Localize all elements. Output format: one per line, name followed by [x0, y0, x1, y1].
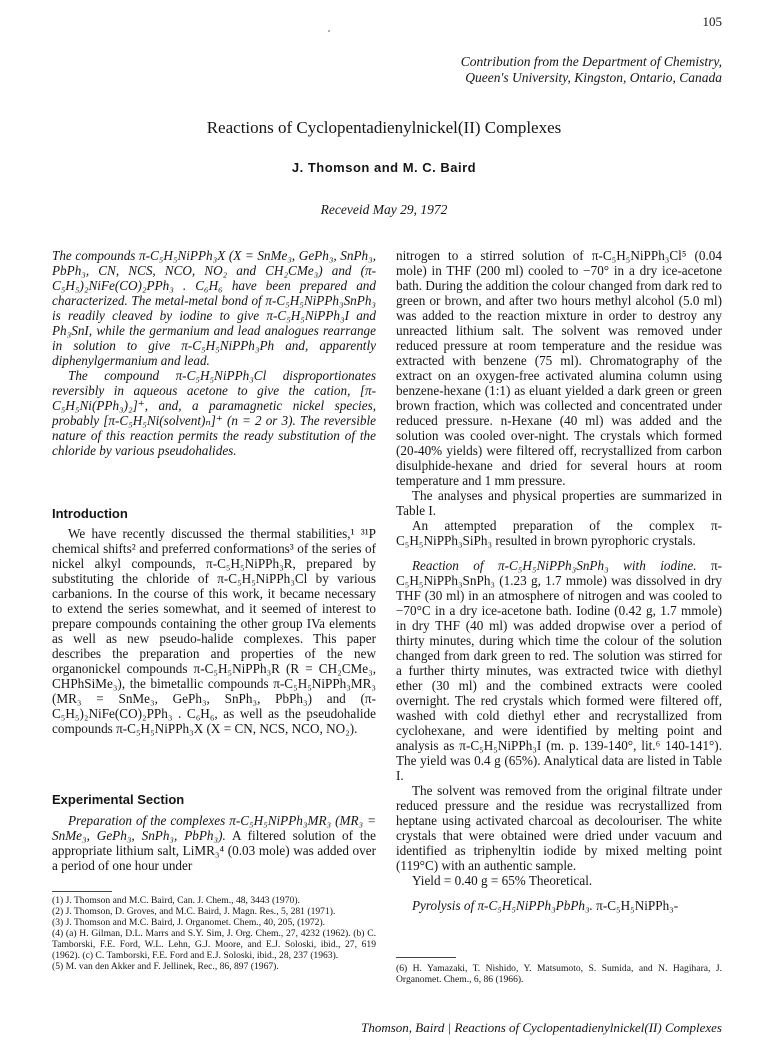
footnote-rule	[52, 891, 112, 892]
page-number: 105	[702, 14, 722, 29]
right-column-body	[396, 248, 722, 913]
reference-item: (6) H. Yamazaki, T. Nishido, Y. Matsumoto, S. Sumida, and N. Hagihara, J. Organomet. Chem., 6, 86 (1966).	[396, 963, 722, 985]
reference-item: (2) J. Thomson, D. Groves, and M.C. Baird, J. Magn. Res., 5, 281 (1971).	[52, 906, 336, 917]
abstract-paragraph-1: The compounds π-C₅H₅NiPPh₃X (X = SnMe₃, GePh₃, SnPh₃, PbPh₃, CN, NCS, NCO, NO₂ and CH₂CMe₃) and (π-C₅H₅)₂NiFe(CO)₂PPh₃ . C₆H₆ have been prepared and characterized. The metal-metal bond of π-C₅H₅NiPPh₃SnPh₃ is readily cleaved by iodine to give π-C₅H₅NiPPh₃I and Ph₃SnI, while the germanium and lead analogues rearrange in solution to give π-C₅H₅NiPPh₃Ph and, apparently diphenylgermanium and lead.	[52, 248, 376, 368]
pyrolysis-subheading: Pyrolysis of π-C₅H₅NiPPh₃PbPh₃.	[412, 898, 593, 913]
paper-title: Reactions of Cyclopentadienylnickel(II) Complexes	[206, 118, 562, 137]
references-left	[52, 895, 376, 972]
right-paragraph-2: The analyses and physical properties are summarized in Table I.	[396, 488, 722, 518]
right-paragraph-1: nitrogen to a stirred solution of π-C₅H₅NiPPh₃Cl⁵ (0.04 mole) in THF (200 ml) cooled to −70° in a dry ice-acetone bath. During the addition the colour changed from dark red to green or brown, and after two hours methyl alcohol (5.0 ml) was added to the reaction mixture in order to destroy any unreacted lithium salt. The solvent was removed under reduced pressure at room temperature and the residue was extracted with benzene (75 ml). Chromatography of the extract on an oxygen-free activated alumina column using benzene-hexane (1:1) as eluant yielded a dark green or green brown fraction, which was collected and concentrated under reduced pressure. n-Hexane (40 ml) was added and the solution was cooled over-night. The crystals which formed (20-40% yields) were filtered off, recrystallized from carbon disulphide-hexane and dried for several hours at room temperature and 1 mm pressure.	[396, 248, 722, 488]
reference-item: (3) J. Thomson and M.C. Baird, J. Organomet. Chem., 40, 205, (1972).	[52, 917, 326, 928]
abstract	[52, 248, 376, 458]
right-paragraph-5: The solvent was removed from the original filtrate under reduced pressure and the residue was recrystallized from heptane using activated charcoal as decolouriser. The white crystals that were obtained were dried under vacuum and identified as triphenyltin iodide by mixed melting point (119°C) with an authentic sample.	[396, 783, 722, 873]
introduction-heading: Introduction	[52, 506, 128, 521]
reference-item: (5) M. van den Akker and F. Jellinek, Rec., 86, 897 (1967).	[52, 961, 279, 972]
affiliation-line-2: Queen's University, Kingston, Ontario, Canada	[465, 70, 722, 85]
reference-item: (1) J. Thomson and M.C. Baird, Can. J. Chem., 48, 3443 (1970).	[52, 895, 300, 906]
experimental-body	[52, 813, 376, 873]
introduction-paragraph: We have recently discussed the thermal stabilities,¹ ³¹P chemical shifts² and preferred conformations³ of the series of nickel alkyl compounds, π-C₅H₅NiPPh₃R, prepared by substituting the chloride of π-C₅H₅NiPPh₃Cl by various carbanions. In the course of this work, it became necessary to extend the series somewhat, and it seemed of interest to prepare compounds containing the other group IVa elements as well as new pseudo-halide complexes. This paper describes the preparation and properties of the new organonickel compounds π-C₅H₅NiPPh₃R (R = CH₂CMe₃, CHPhSiMe₃), the bimetallic compounds π-C₅H₅NiPPh₃MR₃ (MR₃ = SnMe₃, GePh₃, SnPh₃, PbPh₃) and (π-C₅H₅)₂NiFe(CO)₂PPh₃ . C₆H₆, as well as the pseudohalide compounds π-C₅H₅NiPPh₃X (X = CN, NCS, NCO, NO₂).	[52, 526, 376, 736]
preparation-text: A filtered solution of the appropriate lithium salt, LiMR₃⁴ (0.03 mole) was added over a period of one hour under	[52, 828, 377, 873]
experimental-heading: Experimental Section	[52, 792, 185, 807]
introduction-body	[52, 526, 376, 736]
abstract-paragraph-2: The compound π-C₅H₅NiPPh₃Cl disproportionates reversibly in aqueous acetone to give the cation, [π-C₅H₅Ni(PPh₃)₂]⁺, and, a paramagnetic nickel species, probably [π-C₅H₅Ni(solvent)ₙ]⁺ (n = 2 or 3). The reversible nature of this reaction permits the ready substitution of the chloride by various pseudohalides.	[52, 368, 376, 458]
running-footer: Thomson, Baird | Reactions of Cyclopentadienylnickel(II) Complexes	[361, 1020, 722, 1035]
preparation-subheading: Preparation of the complexes π-C₅H₅NiPPh₃MR₃ (MR₃ = SnMe₃, GePh₃, SnPh₃, PbPh₃).	[52, 813, 376, 843]
received-date: Receveid May 29, 1972	[320, 202, 448, 217]
scan-speck	[328, 30, 330, 32]
right-paragraph-3: An attempted preparation of the complex π-C₅H₅NiPPh₃SiPh₃ resulted in brown pyrophoric crystals.	[396, 518, 722, 548]
pyrolysis-text: π-C₅H₅NiPPh₃-	[596, 898, 679, 913]
iodine-reaction-text: π-C₅H₅NiPPh₃SnPh₃ (1.23 g, 1.7 mmole) was dissolved in dry THF (30 ml) in an atmosphere of nitrogen and was cooled to −70°C in a dry ice-acetone bath. Iodine (0.42 g, 1.7 mmole) in dry THF (40 ml) was added dropwise over a period of thirty minutes, during which time the colour of the solution changed from dark green to red. The solution was stirred for a further thirty minutes, was extracted twice with diethyl ether (30 ml) and the combined extracts were cooled overnight. The red crystals which formed were filtered off, washed with cold diethyl ether and recrystallized from cyclohexane, and were identified by melting point and analysis as π-C₅H₅NiPPh₃I (m. p. 139-140°, lit.⁶ 140-141°). The yield was 0.4 g (65%). Analytical data are listed in Table I.	[396, 558, 723, 783]
authors: J. Thomson and M. C. Baird	[291, 160, 477, 175]
affiliation-line-1: Contribution from the Department of Chemistry,	[460, 54, 722, 69]
footnote-rule-right	[396, 957, 456, 958]
reference-item: (4) (a) H. Gilman, D.L. Marrs and S.Y. Sim, J. Org. Chem., 27, 4232 (1962). (b) C. Tamborski, F.E. Ford, W.L. Lehn, G.J. Moore, and E.J. Soloski, ibid., 27, 619 (1962). (c) C. Tamborski, F.E. Ford and E.J. Soloski, ibid., 28, 237 (1963).	[52, 928, 376, 961]
iodine-reaction-subheading: Reaction of π-C₅H₅NiPPh₃SnPh₃ with iodine.	[412, 558, 697, 573]
right-paragraph-6: Yield = 0.40 g = 65% Theoretical.	[412, 873, 593, 888]
references-right	[396, 963, 722, 985]
affiliation	[302, 54, 722, 86]
